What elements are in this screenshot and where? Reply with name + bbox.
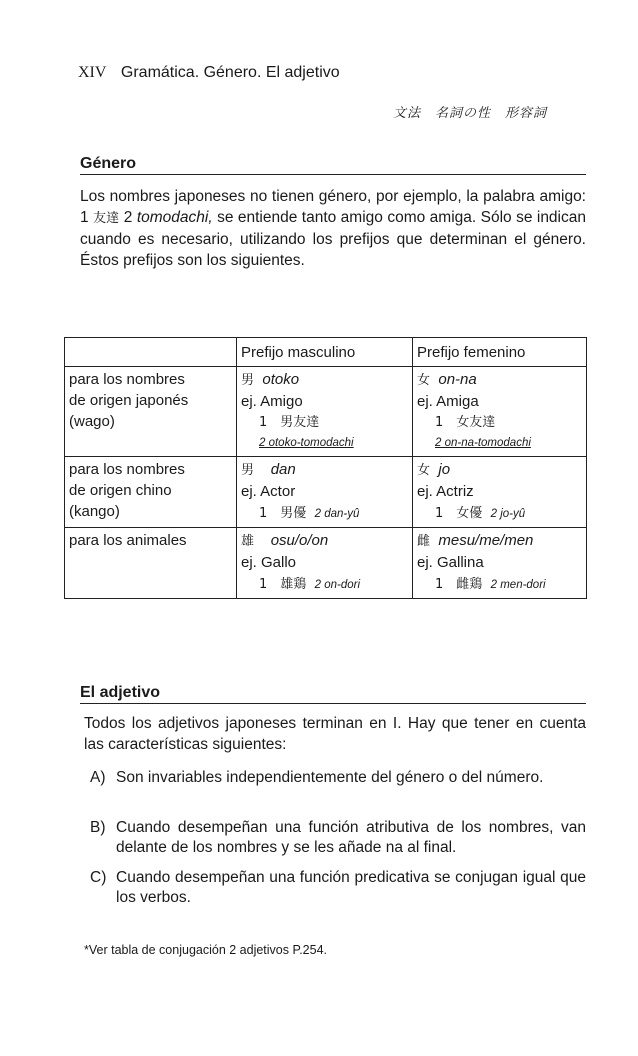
fem-cell [413, 528, 587, 599]
table-header-empty [65, 338, 237, 367]
masc-romaji: dan [270, 461, 296, 478]
masc-example-line [241, 502, 409, 525]
table-row [65, 457, 587, 528]
masc-cell [237, 528, 413, 599]
gender-prefix-table [64, 337, 587, 599]
fem-example-kanji: 1 女友達 [435, 415, 496, 430]
fem-example-kanji: 1 女優 [435, 506, 483, 521]
list-item [90, 868, 586, 908]
masc-example-label: ej. Amigo [241, 393, 303, 410]
fem-example-romaji: 2 jo-yû [490, 508, 526, 520]
fem-example-label: ej. Actriz [417, 483, 474, 500]
section-title-adjetivo: El adjetivo [80, 684, 161, 701]
genero-romaji: tomodachi, [136, 209, 213, 226]
page-number: XIV [78, 64, 107, 81]
fem-example-romaji: 2 on-na-tomodachi [435, 437, 531, 449]
page-header-title: Gramática. Género. El adjetivo [120, 64, 340, 81]
masc-romaji: otoko [262, 371, 300, 388]
section-title-genero: Género [80, 155, 137, 172]
row-label [65, 457, 237, 528]
masc-prefix [241, 459, 409, 481]
section-rule-genero [80, 174, 586, 175]
fem-prefix [417, 369, 583, 391]
fem-prefix [417, 530, 583, 552]
masc-example-line [241, 573, 409, 596]
table-header-masc: Prefijo masculino [237, 338, 413, 367]
row-label-line: (wago) [69, 413, 115, 430]
fem-cell [413, 367, 587, 457]
masc-example-romaji: 2 on-dori [314, 579, 361, 591]
footnote: *Ver tabla de conjugación 2 adjetivos P.254. [84, 943, 328, 957]
masc-example-label: ej. Gallo [241, 554, 297, 571]
masc-cell [237, 457, 413, 528]
fem-example-kanji: 1 雌鶏 [435, 577, 483, 592]
section-rule-adjetivo [80, 703, 586, 704]
fem-romaji: mesu/me/men [438, 532, 534, 549]
fem-kanji: 女 [417, 373, 431, 388]
list-item [90, 768, 586, 788]
fem-example-label: ej. Amiga [417, 393, 479, 410]
row-label-line: de origen japonés [69, 392, 189, 409]
row-label-line: para los nombres [69, 461, 185, 478]
row-label [65, 367, 237, 457]
table-header-fem: Prefijo femenino [413, 338, 587, 367]
fem-example-label: ej. Gallina [417, 554, 484, 571]
fem-romaji: jo [438, 461, 451, 478]
fem-example-line [417, 573, 583, 596]
fem-example-romaji: 2 men-dori [490, 579, 546, 591]
genero-text-1: Los nombres japoneses no tienen género, por ejemplo, la palabra amigo: 1 [80, 188, 586, 226]
list-item-text: Son invariables independientemente del género o del número. [116, 769, 544, 786]
masc-example-romaji: 2 dan-yû [314, 508, 360, 520]
fem-example-line [417, 502, 583, 525]
genero-kanji: 友達 [93, 211, 120, 226]
masc-kanji: 男 [241, 373, 255, 388]
masc-example-romaji: 2 otoko-tomodachi [259, 437, 354, 449]
table-row [65, 367, 587, 457]
fem-romaji: on-na [438, 371, 477, 388]
genero-text-2: 2 [123, 209, 133, 226]
masc-prefix [241, 369, 409, 391]
list-item-label: B) [90, 819, 106, 836]
fem-cell [413, 457, 587, 528]
row-label [65, 528, 237, 599]
row-label-line: de origen chino [69, 482, 172, 499]
masc-example-label: ej. Actor [241, 483, 296, 500]
row-label-line: (kango) [69, 503, 120, 520]
list-item-text: Cuando desempeñan una función atributiva de los nombres, van delante de los nombres y se les añade na al final. [116, 819, 586, 856]
row-label-line: para los nombres [69, 371, 185, 388]
masc-example-kanji: 1 男優 [259, 506, 307, 521]
table-header-row [65, 338, 587, 367]
genero-text-3: se entiende tanto amigo como amiga. Sólo se indican cuando es necesario, utilizando los prefijos que determinan el género. Éstos prefijos son los siguientes. [80, 209, 586, 269]
masc-example-kanji: 1 雄鶏 [259, 577, 307, 592]
page-header [78, 64, 340, 82]
paragraph-genero [80, 186, 586, 271]
paragraph-adjetivo-intro: Todos los adjetivos japoneses terminan en I. Hay que tener en cuenta las características siguientes: [84, 715, 586, 753]
row-label-line: para los animales [69, 532, 187, 549]
fem-prefix [417, 459, 583, 481]
masc-kanji: 男 [241, 463, 255, 478]
list-item-label: C) [90, 869, 107, 886]
masc-kanji: 雄 [241, 534, 255, 549]
masc-cell [237, 367, 413, 457]
japanese-title: 文法 名詞の性 形容詞 [393, 106, 548, 121]
fem-kanji: 女 [417, 463, 431, 478]
masc-romaji: osu/o/on [270, 532, 329, 549]
table-row [65, 528, 587, 599]
list-item-text: Cuando desempeñan una función predicativa se conjugan igual que los verbos. [116, 869, 586, 906]
list-item-label: A) [90, 769, 106, 786]
masc-prefix [241, 530, 409, 552]
list-item [90, 818, 586, 858]
masc-example-kanji: 1 男友達 [259, 415, 320, 430]
fem-kanji: 雌 [417, 534, 431, 549]
